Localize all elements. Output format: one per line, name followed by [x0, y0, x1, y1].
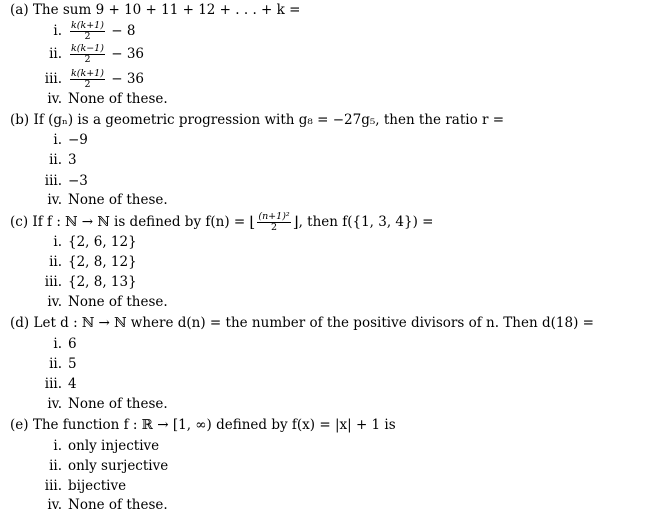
option-d-iii	[36, 378, 77, 392]
question-a	[10, 4, 300, 18]
option-text: −3	[68, 173, 88, 189]
option-text: None of these.	[68, 192, 168, 208]
option-c-i	[36, 236, 137, 250]
option-d-ii	[36, 358, 77, 372]
question-label: (e)	[10, 417, 29, 433]
question-label: (b)	[10, 112, 30, 128]
question-d	[10, 317, 594, 331]
option-b-iv	[36, 194, 168, 208]
option-label: i.	[53, 22, 62, 39]
option-label: iii.	[44, 274, 62, 290]
option-text: {2, 8, 13}	[68, 274, 137, 290]
option-label: iii.	[44, 376, 62, 392]
option-label: iv.	[47, 192, 62, 208]
option-a-ii	[36, 44, 144, 65]
question-b	[10, 114, 504, 128]
option-label: i.	[53, 132, 62, 148]
fraction	[70, 69, 105, 90]
option-e-i	[36, 440, 159, 454]
question-text: The function f : ℝ → [1, ∞) defined by f(x) = |x| + 1 is	[32, 417, 396, 433]
option-text: None of these.	[68, 294, 168, 310]
floor-right-bracket: ⌋	[292, 212, 299, 231]
option-rest: − 36	[106, 45, 145, 62]
fraction-numerator: k(k+1)	[71, 20, 104, 31]
option-e-iii	[36, 480, 126, 494]
option-label: ii.	[49, 152, 62, 168]
option-text: None of these.	[68, 396, 168, 412]
option-text: None of these.	[68, 91, 168, 107]
option-text: {2, 8, 12}	[68, 254, 137, 270]
option-text: only injective	[68, 438, 160, 454]
question-label: (a)	[10, 2, 29, 18]
question-text-after: , then f({1, 3, 4}) =	[298, 213, 434, 230]
option-label: ii.	[49, 458, 62, 474]
option-c-iv	[36, 296, 168, 310]
fraction	[70, 21, 105, 42]
option-text: −9	[68, 132, 88, 148]
question-c	[10, 212, 433, 233]
option-label: iv.	[47, 497, 62, 513]
option-label: iv.	[47, 91, 62, 107]
option-label: iii.	[44, 478, 62, 494]
option-text: {2, 6, 12}	[68, 234, 137, 250]
fraction	[257, 212, 290, 233]
option-text: only surjective	[68, 458, 169, 474]
floor-left-bracket: ⌊	[249, 212, 256, 231]
fraction-numerator: k(k+1)	[71, 68, 104, 79]
option-label: iv.	[47, 294, 62, 310]
option-label: ii.	[49, 45, 62, 62]
question-label: (c)	[10, 213, 29, 230]
option-e-ii	[36, 460, 168, 474]
fraction-denominator: 2	[84, 78, 91, 90]
option-c-iii	[36, 276, 137, 290]
question-text: If (gₙ) is a geometric progression with g₈ = −27g₅, then the ratio r =	[33, 112, 505, 128]
option-c-ii	[36, 256, 137, 270]
fraction-denominator: 2	[84, 30, 91, 42]
option-a-iv	[36, 93, 168, 107]
fraction-denominator: 2	[271, 221, 278, 233]
option-label: iii.	[44, 70, 62, 87]
option-text: 5	[68, 356, 77, 372]
option-label: iv.	[47, 396, 62, 412]
option-a-iii	[36, 69, 144, 90]
question-label: (d)	[10, 315, 30, 331]
option-label: ii.	[49, 254, 62, 270]
fraction	[70, 44, 105, 65]
option-d-i	[36, 338, 77, 352]
option-rest: − 36	[106, 70, 145, 87]
option-b-iii	[36, 175, 88, 189]
option-rest: − 8	[106, 22, 136, 39]
option-text: 6	[68, 336, 77, 352]
option-text: bijective	[68, 478, 127, 494]
option-label: i.	[53, 336, 62, 352]
option-label: iii.	[44, 173, 62, 189]
fraction-numerator: (n+1)²	[258, 211, 290, 222]
question-text: Let d : ℕ → ℕ where d(n) = the number of the positive divisors of n. Then d(18) =	[33, 315, 594, 331]
option-d-iv	[36, 398, 168, 412]
option-text: 3	[68, 152, 77, 168]
option-a-i	[36, 21, 135, 42]
option-e-iv	[36, 499, 168, 513]
option-label: i.	[53, 438, 62, 454]
option-b-i	[36, 134, 88, 148]
option-b-ii	[36, 154, 77, 168]
question-e	[10, 419, 396, 433]
option-label: i.	[53, 234, 62, 250]
question-text-before: If f : ℕ → ℕ is defined by f(n) =	[32, 213, 250, 230]
fraction-denominator: 2	[84, 53, 91, 65]
option-text: None of these.	[68, 497, 168, 513]
option-text: 4	[68, 376, 77, 392]
fraction-numerator: k(k−1)	[71, 43, 104, 54]
option-label: ii.	[49, 356, 62, 372]
question-text: The sum 9 + 10 + 11 + 12 + . . . + k =	[32, 2, 301, 18]
